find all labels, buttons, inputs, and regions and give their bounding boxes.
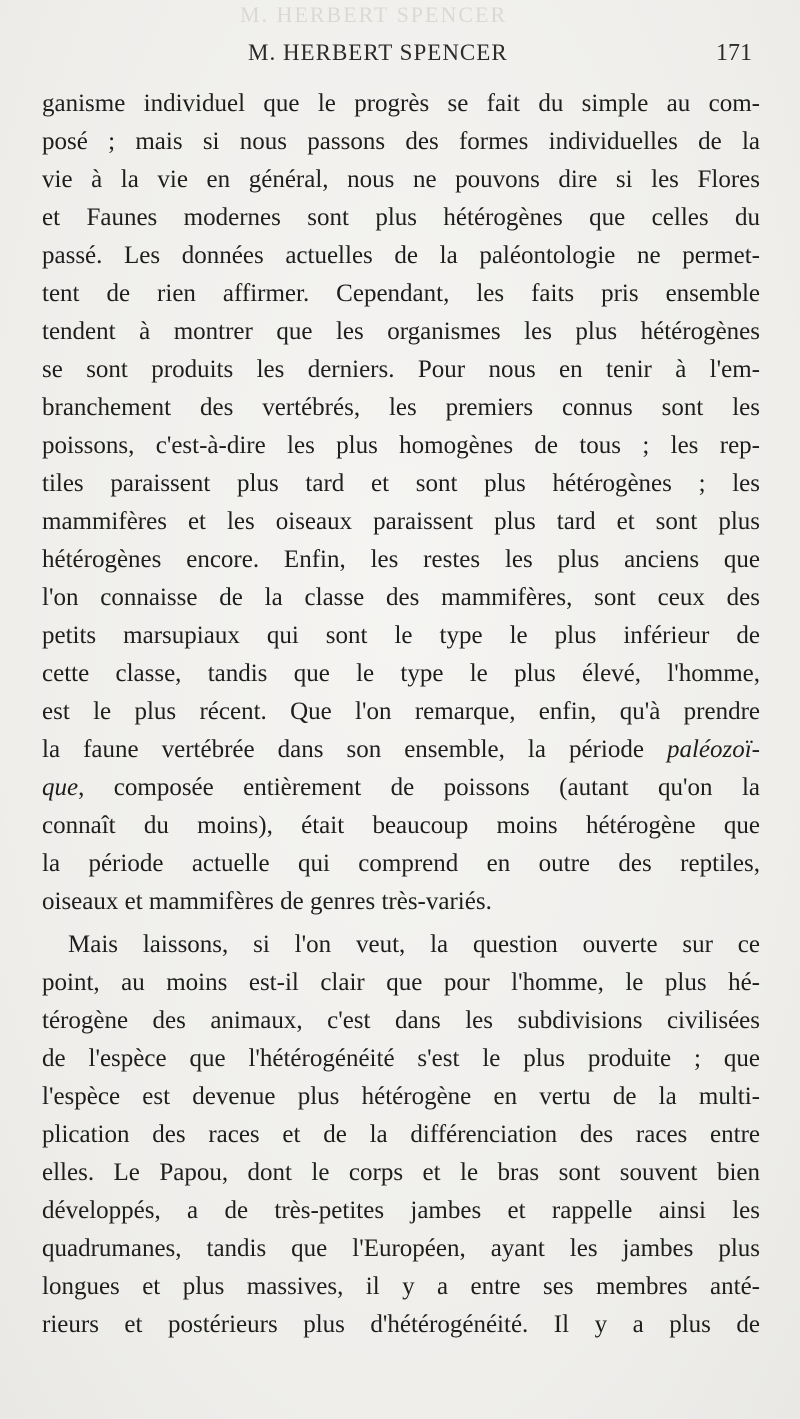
- text-line: ganisme individuel que le progrès se fait du simple au com-: [42, 90, 760, 117]
- text-line: développés, a de très-petites jambes et rappelle ainsi les: [42, 1197, 760, 1224]
- running-head: M. HERBERT SPENCER: [248, 40, 508, 65]
- text-line: rieurs et postérieurs plus d'hétérogénéité. Il y a plus de: [42, 1311, 760, 1338]
- text-line: l'on connaisse de la classe des mammifères, sont ceux des: [42, 584, 760, 611]
- text-line: hétérogènes encore. Enfin, les restes les plus anciens que: [42, 546, 760, 573]
- text-line: l'espèce est devenue plus hétérogène en vertu de la multi-: [42, 1083, 760, 1110]
- text-line: point, au moins est-il clair que pour l'homme, le plus hé-: [42, 969, 760, 996]
- text-line: plication des races et de la différenciation des races entre: [42, 1121, 760, 1148]
- text-line: vie à la vie en général, nous ne pouvons dire si les Flores: [42, 166, 760, 193]
- text-line: branchement des vertébrés, les premiers connus sont les: [42, 394, 760, 421]
- italic-term: que: [42, 774, 79, 801]
- text-line: quadrumanes, tandis que l'Européen, ayant les jambes plus: [42, 1235, 760, 1262]
- text-line: Mais laissons, si l'on veut, la question ouverte sur ce: [68, 931, 760, 958]
- text-line: passé. Les données actuelles de la paléontologie ne permet-: [42, 242, 760, 269]
- text-line: de l'espèce que l'hétérogénéité s'est le plus produite ; que: [42, 1045, 760, 1072]
- italic-term: paléozoï-: [666, 736, 761, 763]
- text-line: poissons, c'est-à-dire les plus homogènes de tous ; les rep-: [42, 432, 760, 459]
- text-line: longues et plus massives, il y a entre ses membres anté-: [42, 1273, 760, 1300]
- text-line: se sont produits les derniers. Pour nous en tenir à l'em-: [42, 356, 760, 383]
- text-line: oiseaux et mammifères de genres très-variés.: [42, 888, 492, 915]
- text-line: la période actuelle qui comprend en outre des reptiles,: [42, 850, 760, 877]
- text-line: tendent à montrer que les organismes les plus hétérogènes: [42, 318, 760, 345]
- text-line: connaît du moins), était beaucoup moins hétérogène que: [42, 812, 760, 839]
- bleed-through-text: M. HERBERT SPENCER: [240, 2, 508, 27]
- text-line: [42, 731, 760, 769]
- text-line: tiles paraissent plus tard et sont plus hétérogènes ; les: [42, 470, 760, 497]
- text-line: petits marsupiaux qui sont le type le plus inférieur de: [42, 622, 760, 649]
- text-line: cette classe, tandis que le type le plus élevé, l'homme,: [42, 660, 760, 687]
- text-run: la faune vertébrée dans son ensemble, la période: [42, 736, 644, 763]
- text-run: , composée entièrement de poissons (autant qu'on la: [78, 774, 760, 801]
- text-line: posé ; mais si nous passons des formes individuelles de la: [42, 128, 760, 155]
- text-line: est le plus récent. Que l'on remarque, enfin, qu'à prendre: [42, 698, 760, 725]
- text-line: elles. Le Papou, dont le corps et le bras sont souvent bien: [42, 1159, 760, 1186]
- page-number: 171: [716, 40, 752, 66]
- text-line: térogène des animaux, c'est dans les subdivisions civilisées: [42, 1007, 760, 1034]
- text-line: et Faunes modernes sont plus hétérogènes que celles du: [42, 204, 760, 231]
- text-line: tent de rien affirmer. Cependant, les faits pris ensemble: [42, 280, 760, 307]
- text-line: mammifères et les oiseaux paraissent plus tard et sont plus: [42, 508, 760, 535]
- text-line: [42, 769, 760, 807]
